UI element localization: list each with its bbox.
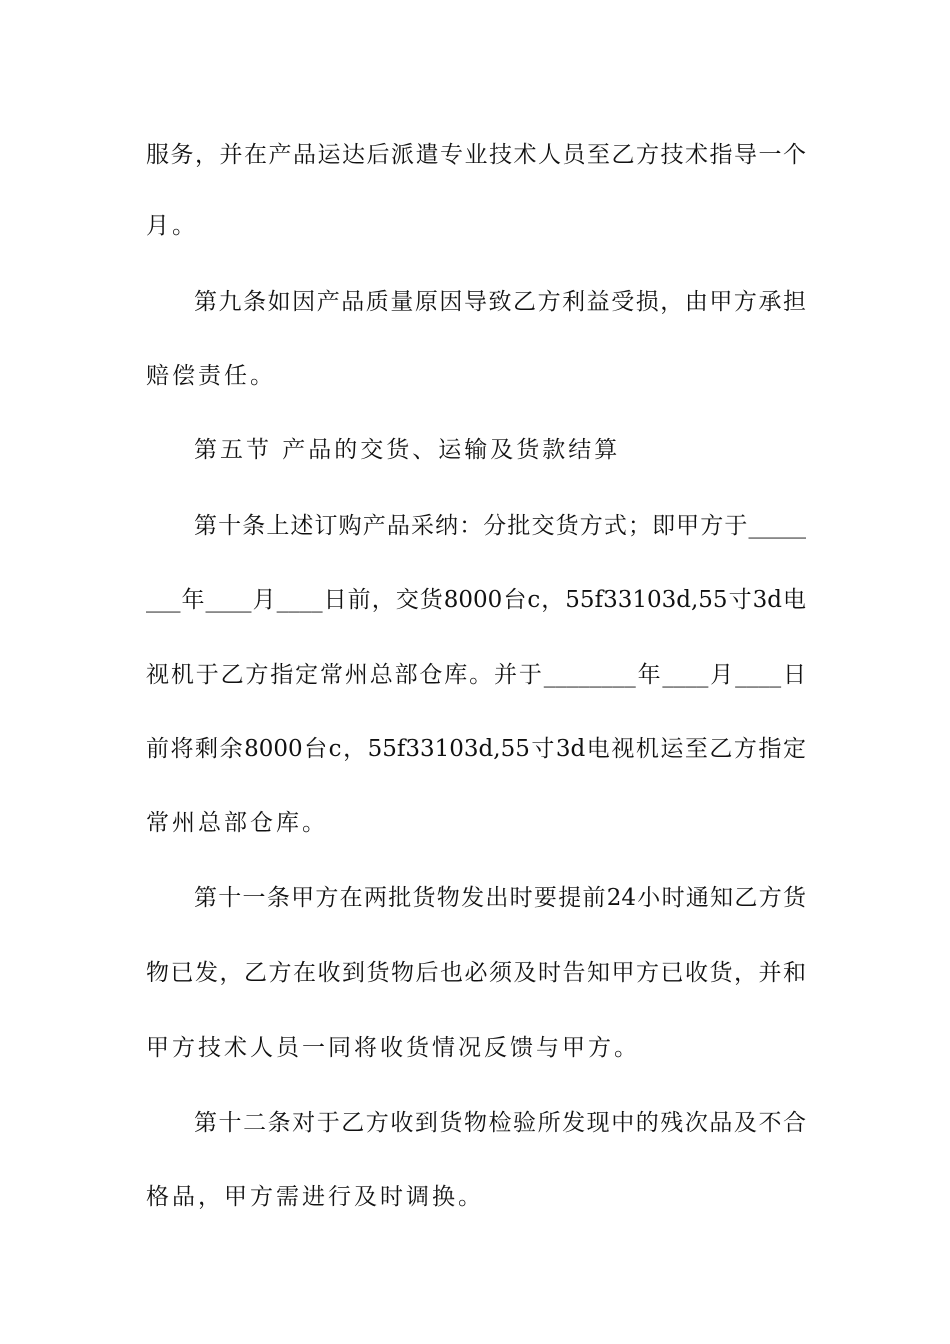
- paragraph-line: 物已发，乙方在收到货物后也必须及时告知甲方已收货，并和: [146, 960, 806, 986]
- paragraph-line: 第十二条对于乙方收到货物检验所发现中的残次品及不合: [194, 1110, 806, 1136]
- paragraph-line: 格品，甲方需进行及时调换。: [146, 1184, 484, 1210]
- paragraph-line: 视机于乙方指定常州总部仓库。并于________年____月____日: [146, 662, 806, 688]
- paragraph-line: 月。: [146, 213, 198, 239]
- paragraph-line: 服务，并在产品运达后派遣专业技术人员至乙方技术指导一个: [146, 142, 806, 168]
- paragraph-line: 第九条如因产品质量原因导致乙方利益受损，由甲方承担: [194, 289, 806, 315]
- paragraph-line: 甲方技术人员一同将收货情况反馈与甲方。: [146, 1035, 640, 1061]
- paragraph-line: 常州总部仓库。: [146, 810, 328, 836]
- paragraph-line: 第十一条甲方在两批货物发出时要提前24小时通知乙方货: [194, 885, 806, 911]
- section-heading: 第五节 产品的交货、运输及货款结算: [194, 437, 621, 463]
- paragraph-line: 前将剩余8000台c，55f33103d,55寸3d电视机运至乙方指定: [146, 736, 806, 762]
- paragraph-line: 赔偿责任。: [146, 363, 276, 389]
- paragraph-line: ___年____月____日前，交货8000台c，55f33103d,55寸3d电: [146, 587, 806, 613]
- paragraph-line: 第十条上述订购产品采纳：分批交货方式；即甲方于_____: [194, 513, 806, 539]
